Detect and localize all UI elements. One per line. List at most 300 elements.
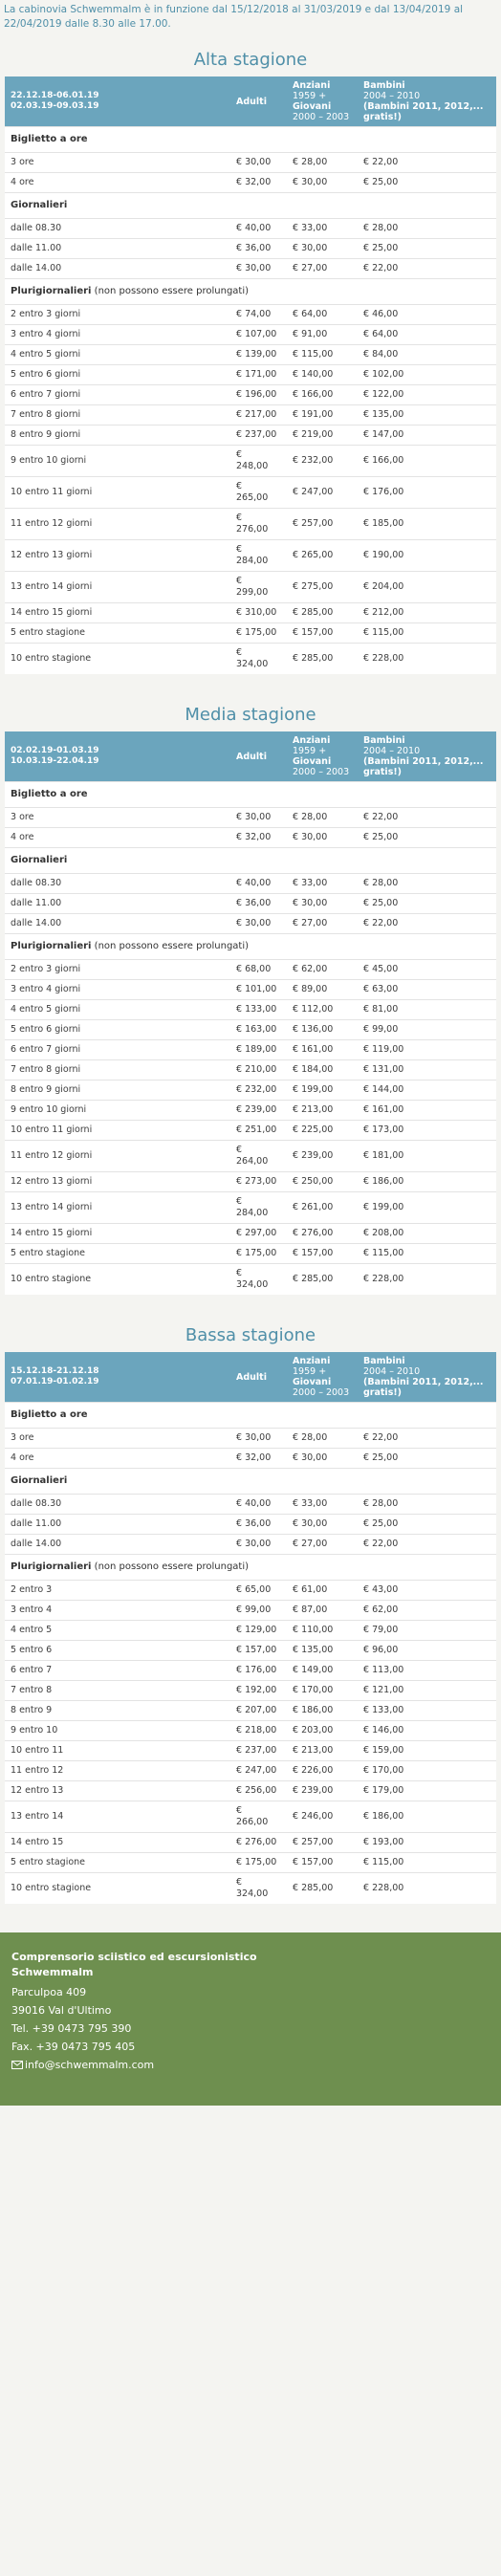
price-seniors-youth: € 265,00 (287, 540, 358, 572)
price-row (5, 1192, 496, 1224)
price-seniors-youth: € 157,00 (287, 1244, 358, 1264)
price-row (5, 325, 496, 345)
header-seniors-youth (287, 1352, 358, 1403)
ticket-label: 9 entro 10 (5, 1721, 230, 1741)
price-adults: € 129,00 (230, 1621, 287, 1641)
header-kids-years: 2004 – 2010 (363, 1366, 421, 1377)
price-adults: € 210,00 (230, 1060, 287, 1081)
category-note: (non possono essere prolungati) (91, 286, 250, 296)
category-label (5, 782, 496, 808)
price-kids: € 212,00 (358, 603, 496, 623)
price-adults: € 248,00 (230, 446, 287, 477)
price-adults: € 324,00 (230, 1264, 287, 1296)
price-kids: € 133,00 (358, 1701, 496, 1721)
header-seniors-years: 1959 + (293, 91, 327, 101)
price-kids: € 22,00 (358, 1535, 496, 1555)
price-row (5, 980, 496, 1000)
price-kids: € 161,00 (358, 1101, 496, 1121)
price-row (5, 426, 496, 446)
price-seniors-youth: € 115,00 (287, 345, 358, 365)
price-seniors-youth: € 213,00 (287, 1741, 358, 1761)
price-seniors-youth: € 157,00 (287, 623, 358, 644)
price-adults: € 273,00 (230, 1172, 287, 1192)
price-kids: € 96,00 (358, 1641, 496, 1661)
price-kids: € 99,00 (358, 1020, 496, 1040)
category-name: Plurigiornalieri (11, 1561, 92, 1572)
price-seniors-youth: € 239,00 (287, 1781, 358, 1801)
ticket-label: 3 ore (5, 153, 230, 173)
category-row (5, 1555, 496, 1581)
price-adults: € 266,00 (230, 1801, 287, 1833)
price-kids: € 115,00 (358, 623, 496, 644)
price-kids: € 115,00 (358, 1853, 496, 1873)
category-row (5, 782, 496, 808)
footer-company-line2: Schwemmalm (11, 1966, 94, 1978)
ticket-label: 10 entro stagione (5, 644, 230, 675)
price-kids: € 115,00 (358, 1244, 496, 1264)
price-adults: € 30,00 (230, 153, 287, 173)
category-row (5, 848, 496, 874)
price-row (5, 259, 496, 279)
price-adults: € 189,00 (230, 1040, 287, 1060)
ticket-label: 8 entro 9 giorni (5, 426, 230, 446)
price-row (5, 1873, 496, 1905)
price-adults: € 175,00 (230, 1853, 287, 1873)
header-kids-note: (Bambini 2011, 2012,... gratis!) (363, 756, 484, 777)
category-name: Giornalieri (11, 200, 68, 210)
header-kids (358, 1352, 496, 1403)
price-row (5, 1661, 496, 1681)
ticket-label: 10 entro stagione (5, 1873, 230, 1905)
price-adults: € 324,00 (230, 1873, 287, 1905)
header-youth-years: 2000 – 2003 (293, 767, 350, 777)
footer-tel[interactable]: Tel. +39 0473 795 390 (11, 2022, 132, 2035)
price-kids: € 208,00 (358, 1224, 496, 1244)
category-row (5, 1469, 496, 1495)
ticket-label: 3 ore (5, 1429, 230, 1449)
price-kids: € 186,00 (358, 1801, 496, 1833)
price-seniors-youth: € 247,00 (287, 477, 358, 509)
ticket-label: 5 entro 6 (5, 1641, 230, 1661)
price-seniors-youth: € 161,00 (287, 1040, 358, 1060)
price-seniors-youth: € 225,00 (287, 1121, 358, 1141)
ticket-label: 4 entro 5 (5, 1621, 230, 1641)
price-adults: € 32,00 (230, 828, 287, 848)
price-adults: € 30,00 (230, 1429, 287, 1449)
price-seniors-youth: € 140,00 (287, 365, 358, 385)
price-seniors-youth: € 28,00 (287, 808, 358, 828)
price-row (5, 644, 496, 675)
price-kids: € 28,00 (358, 219, 496, 239)
price-seniors-youth: € 285,00 (287, 644, 358, 675)
ticket-label: 5 entro stagione (5, 623, 230, 644)
price-kids: € 204,00 (358, 572, 496, 603)
header-dates (5, 1352, 230, 1403)
price-adults: € 247,00 (230, 1761, 287, 1781)
header-seniors-years: 1959 + (293, 1366, 327, 1377)
price-adults: € 251,00 (230, 1121, 287, 1141)
ticket-label: 4 ore (5, 828, 230, 848)
header-kids-years: 2004 – 2010 (363, 746, 421, 756)
price-seniors-youth: € 186,00 (287, 1701, 358, 1721)
header-seniors-title: Anziani (293, 1356, 331, 1366)
price-row (5, 1515, 496, 1535)
price-seniors-youth: € 149,00 (287, 1661, 358, 1681)
price-row (5, 173, 496, 193)
ticket-label: 5 entro stagione (5, 1853, 230, 1873)
price-adults: € 36,00 (230, 1515, 287, 1535)
price-row (5, 345, 496, 365)
price-adults: € 276,00 (230, 1833, 287, 1853)
price-kids: € 22,00 (358, 808, 496, 828)
ticket-label: 3 entro 4 giorni (5, 325, 230, 345)
price-seniors-youth: € 89,00 (287, 980, 358, 1000)
price-adults: € 40,00 (230, 219, 287, 239)
price-seniors-youth: € 257,00 (287, 1833, 358, 1853)
price-row (5, 1141, 496, 1172)
price-adults: € 297,00 (230, 1224, 287, 1244)
price-row (5, 446, 496, 477)
price-seniors-youth: € 30,00 (287, 828, 358, 848)
ticket-label: 5 entro 6 giorni (5, 365, 230, 385)
price-row (5, 1741, 496, 1761)
price-kids: € 25,00 (358, 173, 496, 193)
price-adults: € 163,00 (230, 1020, 287, 1040)
price-seniors-youth: € 166,00 (287, 385, 358, 405)
price-row (5, 219, 496, 239)
price-row (5, 1681, 496, 1701)
ticket-label: 5 entro stagione (5, 1244, 230, 1264)
ticket-label: 10 entro 11 giorni (5, 477, 230, 509)
price-adults: € 256,00 (230, 1781, 287, 1801)
price-row (5, 1244, 496, 1264)
ticket-label: 10 entro stagione (5, 1264, 230, 1296)
ticket-label: 3 ore (5, 808, 230, 828)
price-kids: € 63,00 (358, 980, 496, 1000)
ticket-label: 2 entro 3 giorni (5, 960, 230, 980)
ticket-label: 14 entro 15 giorni (5, 603, 230, 623)
price-adults: € 68,00 (230, 960, 287, 980)
price-row (5, 1264, 496, 1296)
ticket-label: 6 entro 7 giorni (5, 1040, 230, 1060)
price-seniors-youth: € 246,00 (287, 1801, 358, 1833)
price-kids: € 131,00 (358, 1060, 496, 1081)
price-adults: € 264,00 (230, 1141, 287, 1172)
table-header-row (5, 731, 496, 782)
price-seniors-youth: € 135,00 (287, 1641, 358, 1661)
price-seniors-youth: € 30,00 (287, 173, 358, 193)
price-adults: € 175,00 (230, 623, 287, 644)
price-seniors-youth: € 28,00 (287, 153, 358, 173)
ticket-label: dalle 14.00 (5, 1535, 230, 1555)
price-kids: € 113,00 (358, 1661, 496, 1681)
price-seniors-youth: € 112,00 (287, 1000, 358, 1020)
ticket-label: dalle 11.00 (5, 239, 230, 259)
price-kids: € 25,00 (358, 1515, 496, 1535)
category-row (5, 127, 496, 153)
price-adults: € 157,00 (230, 1641, 287, 1661)
ticket-label: 11 entro 12 (5, 1761, 230, 1781)
price-row (5, 509, 496, 540)
price-row (5, 1581, 496, 1601)
ticket-label: 4 entro 5 giorni (5, 345, 230, 365)
category-name: Plurigiornalieri (11, 286, 92, 296)
ticket-label: 7 entro 8 giorni (5, 1060, 230, 1081)
ticket-label: dalle 08.30 (5, 874, 230, 894)
price-row (5, 153, 496, 173)
header-dates (5, 731, 230, 782)
price-seniors-youth: € 27,00 (287, 1535, 358, 1555)
price-row (5, 1801, 496, 1833)
category-label (5, 1403, 496, 1429)
price-seniors-youth: € 110,00 (287, 1621, 358, 1641)
price-seniors-youth: € 27,00 (287, 259, 358, 279)
price-kids: € 119,00 (358, 1040, 496, 1060)
price-row (5, 960, 496, 980)
price-seniors-youth: € 203,00 (287, 1721, 358, 1741)
price-row (5, 1701, 496, 1721)
price-row (5, 1172, 496, 1192)
ticket-label: 8 entro 9 (5, 1701, 230, 1721)
footer-street: Parculpoa 409 (11, 1986, 87, 1998)
price-kids: € 228,00 (358, 1873, 496, 1905)
price-kids: € 170,00 (358, 1761, 496, 1781)
price-kids: € 181,00 (358, 1141, 496, 1172)
header-seniors-years: 1959 + (293, 746, 327, 756)
header-adults: Adulti (236, 751, 267, 762)
footer-city: 39016 Val d'Ultimo (11, 2004, 112, 2017)
footer-fax: Fax. +39 0473 795 405 (11, 2041, 136, 2053)
price-sections (0, 48, 501, 1932)
price-seniors-youth: € 62,00 (287, 960, 358, 980)
section-title: Alta stagione (193, 50, 308, 70)
section-title: Bassa stagione (185, 1325, 316, 1345)
category-label (5, 1469, 496, 1495)
price-kids: € 173,00 (358, 1121, 496, 1141)
price-row (5, 1601, 496, 1621)
price-adults: € 207,00 (230, 1701, 287, 1721)
header-seniors-title: Anziani (293, 80, 331, 91)
price-row (5, 305, 496, 325)
header-kids-note: (Bambini 2011, 2012,... gratis!) (363, 1377, 484, 1398)
ticket-label: dalle 14.00 (5, 259, 230, 279)
price-row (5, 808, 496, 828)
price-adults: € 40,00 (230, 874, 287, 894)
ticket-label: 7 entro 8 (5, 1681, 230, 1701)
price-adults: € 237,00 (230, 426, 287, 446)
price-adults: € 99,00 (230, 1601, 287, 1621)
price-row (5, 1721, 496, 1741)
ticket-label: 4 ore (5, 1449, 230, 1469)
price-row (5, 385, 496, 405)
price-row (5, 623, 496, 644)
price-seniors-youth: € 33,00 (287, 219, 358, 239)
price-kids: € 190,00 (358, 540, 496, 572)
section-title: Media stagione (185, 705, 316, 725)
price-adults: € 175,00 (230, 1244, 287, 1264)
price-kids: € 176,00 (358, 477, 496, 509)
price-kids: € 46,00 (358, 305, 496, 325)
price-row (5, 1781, 496, 1801)
price-kids: € 147,00 (358, 426, 496, 446)
price-kids: € 28,00 (358, 874, 496, 894)
price-seniors-youth: € 28,00 (287, 1429, 358, 1449)
ticket-label: 12 entro 13 (5, 1781, 230, 1801)
price-adults: € 284,00 (230, 540, 287, 572)
price-kids: € 185,00 (358, 509, 496, 540)
price-kids: € 45,00 (358, 960, 496, 980)
price-adults: € 30,00 (230, 1535, 287, 1555)
ticket-label: 11 entro 12 giorni (5, 1141, 230, 1172)
price-seniors-youth: € 191,00 (287, 405, 358, 426)
ticket-label: dalle 08.30 (5, 1495, 230, 1515)
ticket-label: dalle 11.00 (5, 894, 230, 914)
header-dates (5, 76, 230, 127)
ticket-label: dalle 14.00 (5, 914, 230, 934)
ticket-label: 11 entro 12 giorni (5, 509, 230, 540)
header-seniors-youth (287, 76, 358, 127)
category-row (5, 279, 496, 305)
price-seniors-youth: € 276,00 (287, 1224, 358, 1244)
price-row (5, 894, 496, 914)
price-row (5, 1020, 496, 1040)
price-kids: € 228,00 (358, 1264, 496, 1296)
category-label (5, 193, 496, 219)
price-adults: € 284,00 (230, 1192, 287, 1224)
price-adults: € 239,00 (230, 1101, 287, 1121)
category-name: Biglietto a ore (11, 1409, 88, 1420)
price-adults: € 40,00 (230, 1495, 287, 1515)
header-seniors-youth (287, 731, 358, 782)
price-seniors-youth: € 239,00 (287, 1141, 358, 1172)
price-seniors-youth: € 61,00 (287, 1581, 358, 1601)
price-kids: € 144,00 (358, 1081, 496, 1101)
season-dates-2: 02.03.19-09.03.19 (11, 101, 99, 111)
price-kids: € 25,00 (358, 239, 496, 259)
price-kids: € 121,00 (358, 1681, 496, 1701)
ticket-label: 3 entro 4 (5, 1601, 230, 1621)
price-row (5, 572, 496, 603)
price-table (5, 1352, 496, 1904)
header-youth-years: 2000 – 2003 (293, 112, 350, 122)
table-header-row (5, 1352, 496, 1403)
price-seniors-youth: € 285,00 (287, 1264, 358, 1296)
price-kids: € 186,00 (358, 1172, 496, 1192)
price-seniors-youth: € 27,00 (287, 914, 358, 934)
price-table (5, 76, 496, 674)
season-dates-1: 02.02.19-01.03.19 (11, 746, 99, 755)
price-adults: € 232,00 (230, 1081, 287, 1101)
ticket-label: 13 entro 14 giorni (5, 572, 230, 603)
price-seniors-youth: € 91,00 (287, 325, 358, 345)
price-seniors-youth: € 30,00 (287, 1515, 358, 1535)
category-label (5, 934, 496, 960)
price-seniors-youth: € 257,00 (287, 509, 358, 540)
header-kids (358, 731, 496, 782)
price-kids: € 79,00 (358, 1621, 496, 1641)
price-adults: € 171,00 (230, 365, 287, 385)
price-adults: € 299,00 (230, 572, 287, 603)
price-kids: € 62,00 (358, 1601, 496, 1621)
price-seniors-youth: € 170,00 (287, 1681, 358, 1701)
price-seniors-youth: € 285,00 (287, 603, 358, 623)
price-adults: € 139,00 (230, 345, 287, 365)
price-seniors-youth: € 136,00 (287, 1020, 358, 1040)
price-seniors-youth: € 232,00 (287, 446, 358, 477)
price-row (5, 239, 496, 259)
header-kids-title: Bambini (363, 80, 405, 91)
price-row (5, 1449, 496, 1469)
price-kids: € 28,00 (358, 1495, 496, 1515)
price-adults: € 101,00 (230, 980, 287, 1000)
price-row (5, 1535, 496, 1555)
header-kids-title: Bambini (363, 735, 405, 746)
ticket-label: 6 entro 7 (5, 1661, 230, 1681)
price-kids: € 25,00 (358, 828, 496, 848)
price-row (5, 1429, 496, 1449)
price-seniors-youth: € 33,00 (287, 1495, 358, 1515)
price-adults: € 65,00 (230, 1581, 287, 1601)
price-seniors-youth: € 184,00 (287, 1060, 358, 1081)
footer-email[interactable]: info@schwemmalm.com (25, 2059, 155, 2071)
price-adults: € 74,00 (230, 305, 287, 325)
price-table (5, 731, 496, 1295)
ticket-label: 9 entro 10 giorni (5, 446, 230, 477)
footer-email-row[interactable] (11, 2056, 490, 2074)
category-label (5, 127, 496, 153)
price-seniors-youth: € 285,00 (287, 1873, 358, 1905)
intro-text: La cabinovia Schwemmalm è in funzione dal 15/12/2018 al 31/03/2019 e dal 13/04/2019 al 22/04/2019 dalle 8.30 alle 17.00. (4, 4, 464, 30)
ticket-label: 13 entro 14 giorni (5, 1192, 230, 1224)
category-label (5, 279, 496, 305)
price-adults: € 265,00 (230, 477, 287, 509)
price-seniors-youth: € 199,00 (287, 1081, 358, 1101)
header-youth-title: Giovani (293, 1377, 332, 1387)
price-adults: € 30,00 (230, 914, 287, 934)
category-name: Giornalieri (11, 1475, 68, 1486)
ticket-label: 3 entro 4 giorni (5, 980, 230, 1000)
header-kids-title: Bambini (363, 1356, 405, 1366)
price-adults: € 310,00 (230, 603, 287, 623)
price-kids: € 193,00 (358, 1833, 496, 1853)
price-row (5, 1224, 496, 1244)
price-adults: € 30,00 (230, 808, 287, 828)
price-row (5, 1101, 496, 1121)
price-row (5, 1621, 496, 1641)
ticket-label: 2 entro 3 giorni (5, 305, 230, 325)
price-row (5, 1000, 496, 1020)
season-dates-2: 10.03.19-22.04.19 (11, 756, 99, 766)
price-seniors-youth: € 64,00 (287, 305, 358, 325)
price-adults: € 196,00 (230, 385, 287, 405)
ticket-label: 12 entro 13 giorni (5, 540, 230, 572)
price-kids: € 102,00 (358, 365, 496, 385)
price-row (5, 603, 496, 623)
price-row (5, 914, 496, 934)
price-kids: € 22,00 (358, 153, 496, 173)
price-seniors-youth: € 87,00 (287, 1601, 358, 1621)
category-name: Giornalieri (11, 855, 68, 865)
price-row (5, 874, 496, 894)
header-kids (358, 76, 496, 127)
price-kids: € 135,00 (358, 405, 496, 426)
price-row (5, 540, 496, 572)
price-kids: € 159,00 (358, 1741, 496, 1761)
price-row (5, 1081, 496, 1101)
price-kids: € 179,00 (358, 1781, 496, 1801)
price-row (5, 405, 496, 426)
price-seniors-youth: € 226,00 (287, 1761, 358, 1781)
